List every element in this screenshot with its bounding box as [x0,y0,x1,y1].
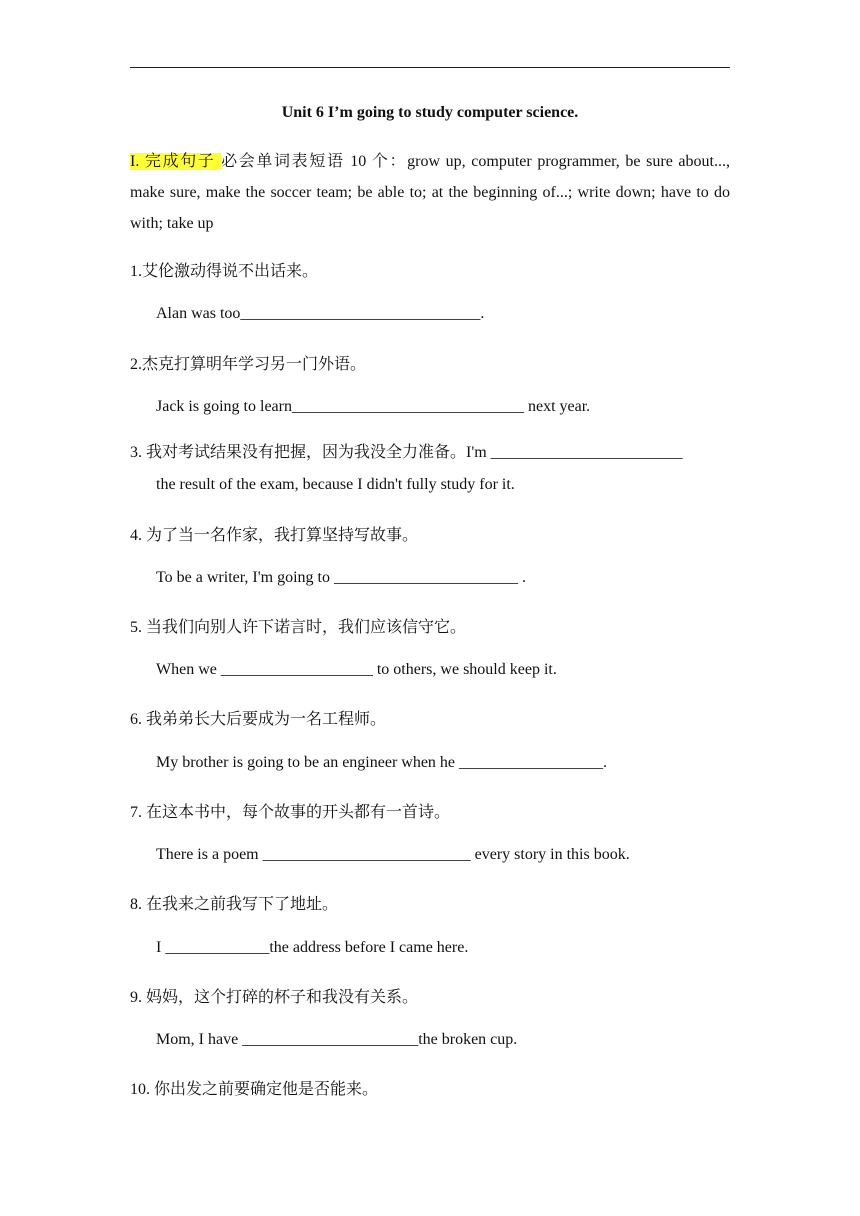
question-6-en: My brother is going to be an engineer when he __________________. [156,754,608,771]
phrase-list: 必会单词表短语 10 个：grow up, computer programmer, be sure about..., make sure, make the soccer team; be able to; at the beginning of...; write down; have to do with; take up [130,153,730,232]
question-5-en: When we ___________________ to others, we should keep it. [156,661,557,678]
question-8-en: I _____________the address before I came here. [156,939,469,956]
question-8-cn: 8. 在我来之前我写下了地址。 [130,896,339,913]
question-6-cn: 6. 我弟弟长大后要成为一名工程师。 [130,711,387,728]
question-4-en: To be a writer, I'm going to _______________________ . [156,569,526,586]
question-5-cn: 5. 当我们向别人许下诺言时，我们应该信守它。 [130,619,467,636]
question-7-en: There is a poem __________________________ every story in this book. [156,846,630,863]
question-2-en: Jack is going to learn_____________________________ next year. [156,398,591,415]
question-10-cn: 10. 你出发之前要确定他是否能来。 [130,1081,379,1098]
question-3-cn: 3. 我对考试结果没有把握，因为我没全力准备。I'm ________________________ [130,444,683,461]
section-intro [130,146,730,239]
question-9-en: Mom, I have ______________________the broken cup. [156,1031,518,1048]
question-3-en: the result of the exam, because I didn't fully study for it. [156,476,515,493]
page-title: Unit 6 I’m going to study computer science. [281,104,579,121]
question-3 [130,437,730,501]
section-label: I. 完成句子 [130,153,222,170]
question-2-cn: 2.杰克打算明年学习另一门外语。 [130,356,367,373]
question-7-cn: 7. 在这本书中，每个故事的开头都有一首诗。 [130,804,451,821]
header-rule [130,67,730,68]
question-4-cn: 4. 为了当一名作家，我打算坚持写故事。 [130,527,419,544]
question-1-cn: 1.艾伦激动得说不出话来。 [130,263,319,280]
question-9-cn: 9. 妈妈，这个打碎的杯子和我没有关系。 [130,989,419,1006]
question-1-en: Alan was too______________________________. [156,305,485,322]
